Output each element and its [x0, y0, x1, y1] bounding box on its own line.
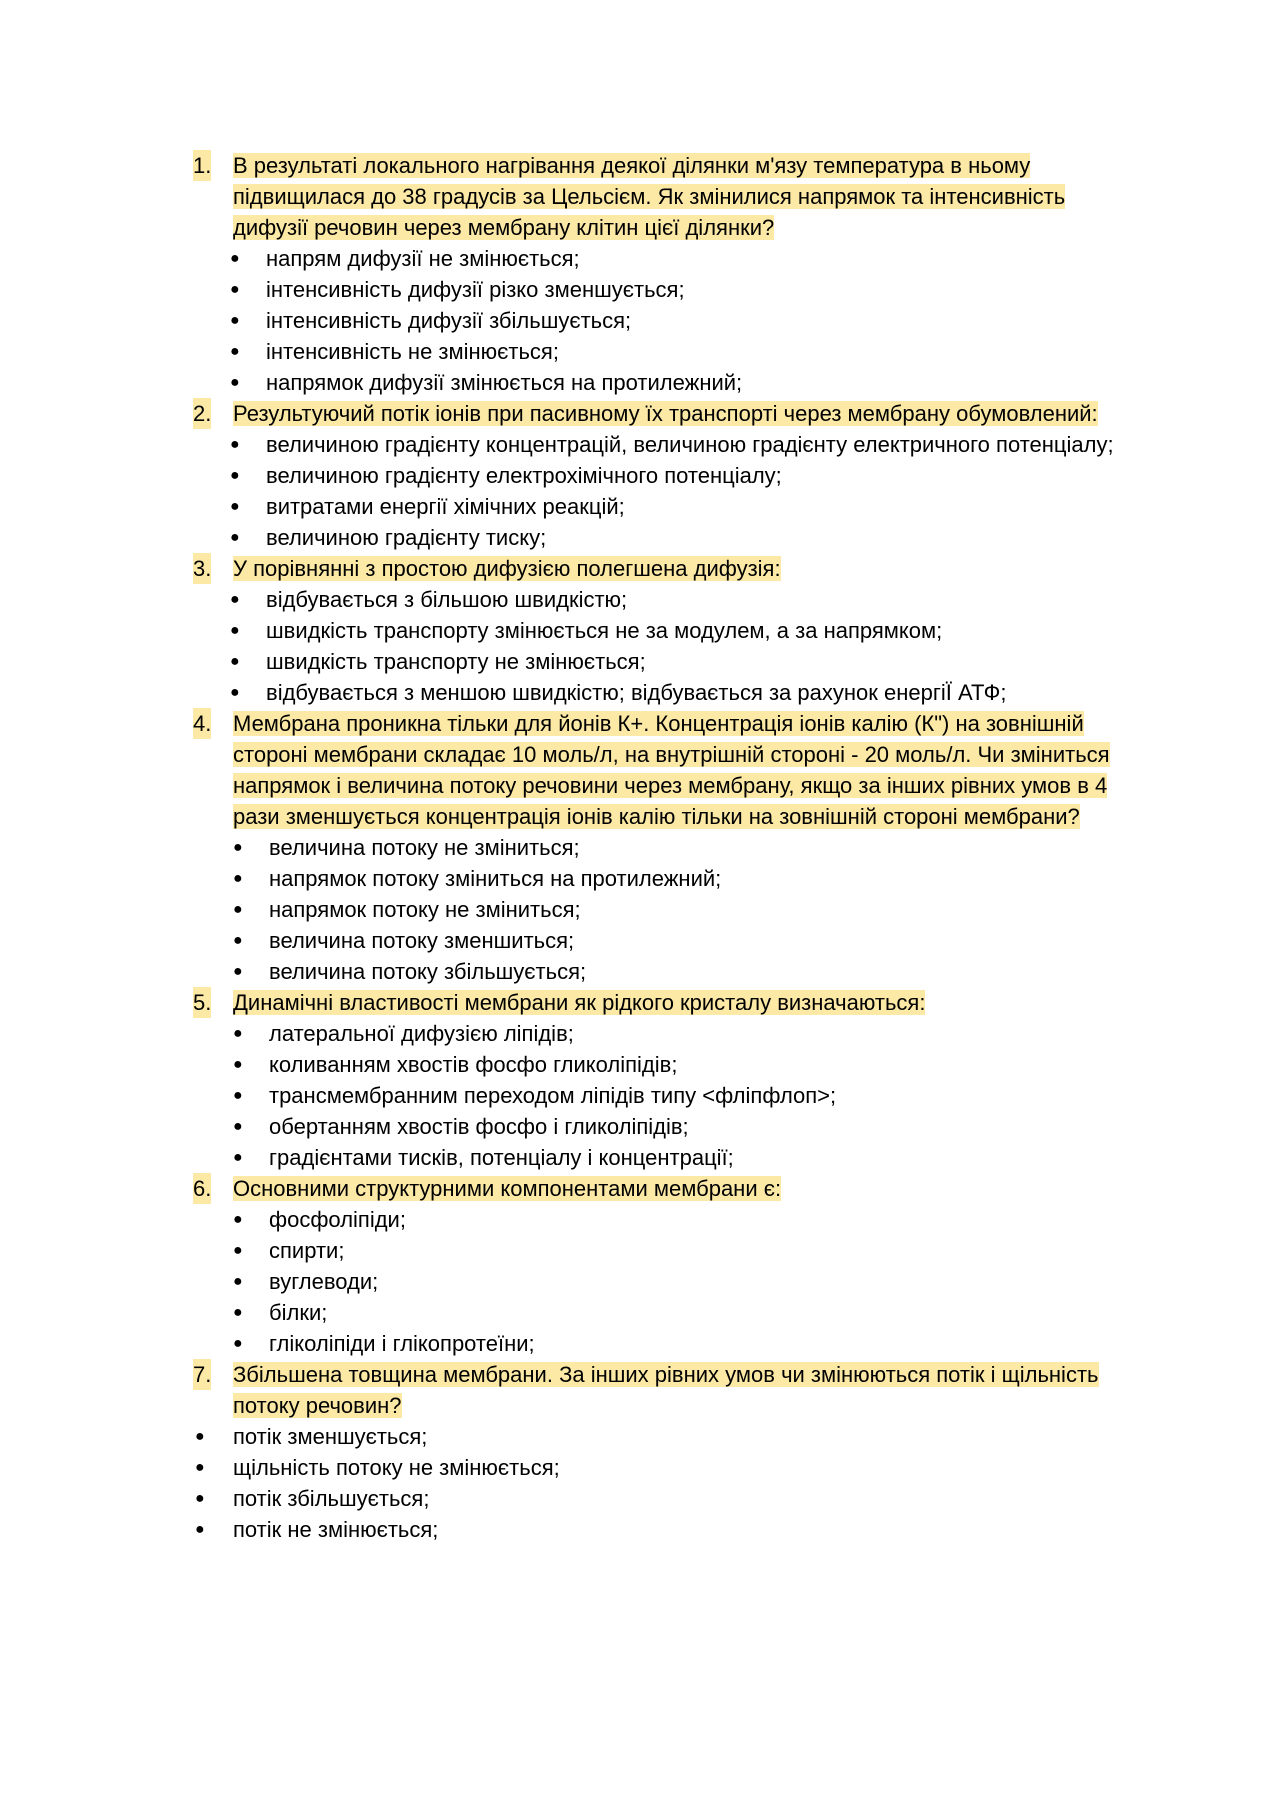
bullet-icon: ●	[230, 467, 240, 484]
answer-options-4	[193, 832, 1133, 987]
bullet-icon: ●	[233, 870, 243, 887]
question-2	[193, 398, 1133, 429]
answer-option: ● відбувається з меншою швидкістю; відбувається за рахунок енергіЇ АТФ;	[193, 677, 1133, 708]
bullet-icon: ●	[195, 1490, 205, 1507]
question-5	[193, 987, 1133, 1018]
answer-options-5	[193, 1018, 1133, 1173]
answer-option: ● швидкість транспорту змінюється не за модулем, а за напрямком;	[193, 615, 1133, 646]
question-7	[193, 1359, 1133, 1421]
answer-option: ● інтенсивність дифузії збільшується;	[193, 305, 1133, 336]
answer-options-7	[193, 1421, 1133, 1545]
answer-option: ● напрямок потоку зміниться на протилежний;	[193, 863, 1133, 894]
answer-options-2	[193, 429, 1133, 553]
answer-option: ● потік зменшується;	[193, 1421, 1133, 1452]
answer-options-3	[193, 584, 1133, 708]
answer-option: ● величиною градієнту концентрацій, величиною градієнту електричного потенціалу;	[193, 429, 1133, 460]
answer-option: ● спирти;	[193, 1235, 1133, 1266]
bullet-icon: ●	[233, 932, 243, 949]
bullet-icon: ●	[233, 1211, 243, 1228]
question-text: У порівнянні з простою дифузією полегшена дифузія:	[233, 556, 781, 581]
bullet-icon: ●	[233, 1118, 243, 1135]
bullet-icon: ●	[195, 1521, 205, 1538]
question-text: Динамічні властивості мембрани як рідкого кристалу визначаються:	[233, 990, 926, 1015]
answer-option: ● витратами енергії хімічних реакцій;	[193, 491, 1133, 522]
bullet-icon: ●	[233, 1149, 243, 1166]
question-text: Мембрана проникна тільки для йонів К+. Концентрація іонів калію (К") на зовнішній стороні мембрани складає 10 моль/л, на внутрішній стороні - 20 моль/л. Чи зміниться напрямок і величина потоку речовини через мембрану, якщо за інших рівних умов в 4 рази зменшується концентрація іонів калію тільки на зовнішній стороні мембрани?	[233, 711, 1110, 829]
bullet-icon: ●	[230, 498, 240, 515]
bullet-icon: ●	[230, 684, 240, 701]
bullet-icon: ●	[230, 312, 240, 329]
question-number: 1.	[193, 150, 211, 181]
question-1	[193, 150, 1133, 243]
answer-option: ● потік збільшується;	[193, 1483, 1133, 1514]
question-4	[193, 708, 1133, 832]
question-text: Основними структурними компонентами мембрани є:	[233, 1176, 782, 1201]
bullet-icon: ●	[233, 1304, 243, 1321]
question-number: 4.	[193, 708, 211, 739]
answer-option: ● білки;	[193, 1297, 1133, 1328]
answer-option: ● фосфоліпіди;	[193, 1204, 1133, 1235]
bullet-icon: ●	[233, 963, 243, 980]
answer-option: ● напрямок дифузії змінюється на протилежний;	[193, 367, 1133, 398]
answer-option: ● щільність потоку не змінюється;	[193, 1452, 1133, 1483]
answer-option: ● обертанням хвостів фосфо і гликоліпідів;	[193, 1111, 1133, 1142]
bullet-icon: ●	[233, 839, 243, 856]
answer-option: ● інтенсивність не змінюється;	[193, 336, 1133, 367]
question-number: 2.	[193, 398, 211, 429]
bullet-icon: ●	[230, 343, 240, 360]
answer-option: ● гліколіпіди і глікопротеїни;	[193, 1328, 1133, 1359]
bullet-icon: ●	[233, 901, 243, 918]
bullet-icon: ●	[230, 529, 240, 546]
bullet-icon: ●	[230, 250, 240, 267]
answer-option: ● швидкість транспорту не змінюється;	[193, 646, 1133, 677]
question-text: Збільшена товщина мембрани. За інших рівних умов чи змінюються потік і щільність потоку речовин?	[233, 1362, 1099, 1418]
answer-option: ● потік не змінюється;	[193, 1514, 1133, 1545]
answer-option: ● величиною градієнту електрохімічного потенціалу;	[193, 460, 1133, 491]
question-text: Результуючий потік іонів при пасивному їх транспорті через мембрану обумовлений:	[233, 401, 1098, 426]
question-list	[193, 150, 1133, 1545]
answer-option: ● напрям дифузії не змінюється;	[193, 243, 1133, 274]
answer-option: ● градієнтами тисків, потенціалу і концентрації;	[193, 1142, 1133, 1173]
bullet-icon: ●	[195, 1459, 205, 1476]
bullet-icon: ●	[230, 591, 240, 608]
answer-options-6	[193, 1204, 1133, 1359]
bullet-icon: ●	[233, 1335, 243, 1352]
question-text: В результаті локального нагрівання деякої ділянки м'язу температура в ньому підвищилася до 38 градусів за Цельсієм. Як змінилися напрямок та інтенсивність дифузії речовин через мембрану клітин цієї ділянки?	[233, 153, 1066, 240]
bullet-icon: ●	[230, 436, 240, 453]
answer-option: ● величина потоку зменшиться;	[193, 925, 1133, 956]
answer-option: ● відбувається з більшою швидкістю;	[193, 584, 1133, 615]
answer-options-1	[193, 243, 1133, 398]
bullet-icon: ●	[233, 1025, 243, 1042]
question-number: 6.	[193, 1173, 211, 1204]
answer-option: ● інтенсивність дифузії різко зменшується;	[193, 274, 1133, 305]
bullet-icon: ●	[233, 1242, 243, 1259]
question-number: 3.	[193, 553, 211, 584]
answer-option: ● коливанням хвостів фосфо гликоліпідів;	[193, 1049, 1133, 1080]
bullet-icon: ●	[230, 374, 240, 391]
answer-option: ● вуглеводи;	[193, 1266, 1133, 1297]
answer-option: ● напрямок потоку не зміниться;	[193, 894, 1133, 925]
answer-option: ● латеральної дифузією ліпідів;	[193, 1018, 1133, 1049]
bullet-icon: ●	[233, 1087, 243, 1104]
bullet-icon: ●	[230, 653, 240, 670]
bullet-icon: ●	[230, 281, 240, 298]
bullet-icon: ●	[233, 1273, 243, 1290]
answer-option: ● величиною градієнту тиску;	[193, 522, 1133, 553]
question-number: 5.	[193, 987, 211, 1018]
bullet-icon: ●	[195, 1428, 205, 1445]
answer-option: ● величина потоку не зміниться;	[193, 832, 1133, 863]
bullet-icon: ●	[233, 1056, 243, 1073]
bullet-icon: ●	[230, 622, 240, 639]
question-6	[193, 1173, 1133, 1204]
question-3	[193, 553, 1133, 584]
question-number: 7.	[193, 1359, 211, 1390]
answer-option: ● трансмембранним переходом ліпідів типу <фліпфлоп>;	[193, 1080, 1133, 1111]
answer-option: ● величина потоку збільшується;	[193, 956, 1133, 987]
